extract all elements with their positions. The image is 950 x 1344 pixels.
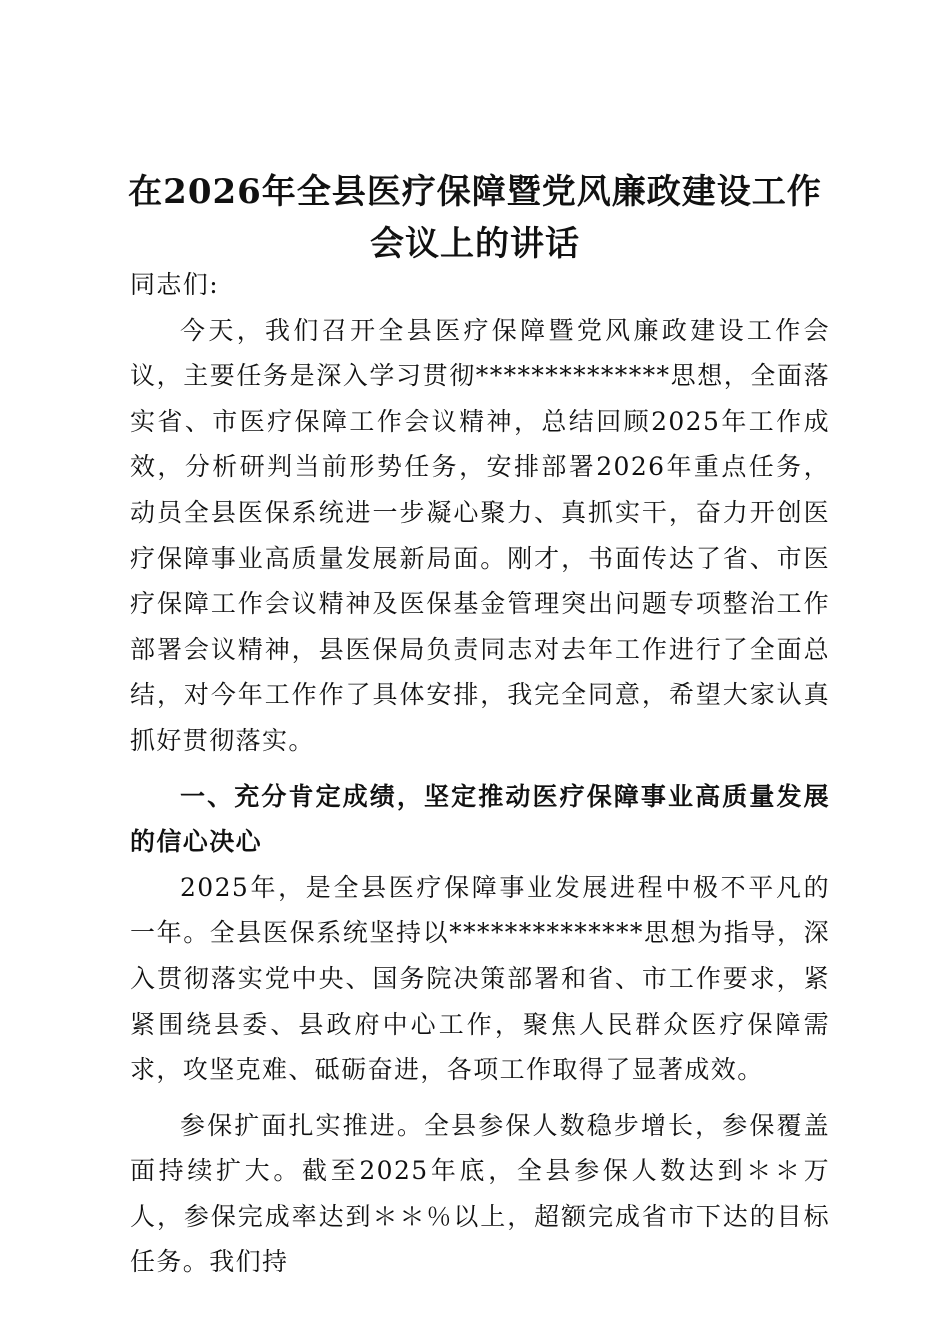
- document-body: [130, 262, 830, 1285]
- title-line-2: 会议上的讲话: [370, 224, 580, 264]
- title-line-1: 在2026年全县医疗保障暨党风廉政建设工作: [128, 172, 822, 212]
- paragraph-insurance-text: 全县参保人数稳步增长，参保覆盖面持续扩大。截至2025年底，全县参保人数达到＊＊万人，参保完成率达到＊＊％以上，超额完成省市下达的目标任务。我们持: [130, 1110, 830, 1277]
- paragraph-insurance: [130, 1103, 830, 1285]
- paragraph-opening: 今天，我们召开全县医疗保障暨党风廉政建设工作会议，主要任务是深入学习贯彻**************思想，全面落实省、市医疗保障工作会议精神，总结回顾2025年工作成效，分析研判当前形势任务，安排部署2026年重点任务，动员全县医保系统进一步凝心聚力、真抓实干，奋力开创医疗保障事业高质量发展新局面。刚才，书面传达了省、市医疗保障工作会议精神及医保基金管理突出问题专项整治工作部署会议精神，县医保局负责同志对去年工作进行了全面总结，对今年工作作了具体安排，我完全同意，希望大家认真抓好贯彻落实。: [130, 315, 830, 755]
- paragraph-insurance-lead: 参保扩面扎实推进。: [180, 1110, 425, 1140]
- paragraph-review: 2025年，是全县医疗保障事业发展进程中极不平凡的一年。全县医保系统坚持以**************思想为指导，深入贯彻落实党中央、国务院决策部署和省、市工作要求，紧紧围绕县委、县政府中心工作，聚焦人民群众医疗保障需求，攻坚克难、砥砺奋进，各项工作取得了显著成效。: [130, 872, 830, 1085]
- salutation: 同志们:: [130, 270, 220, 299]
- section-heading-1: 一、充分肯定成绩，坚定推动医疗保障事业高质量发展的信心决心: [130, 781, 830, 857]
- document-title: [120, 166, 830, 270]
